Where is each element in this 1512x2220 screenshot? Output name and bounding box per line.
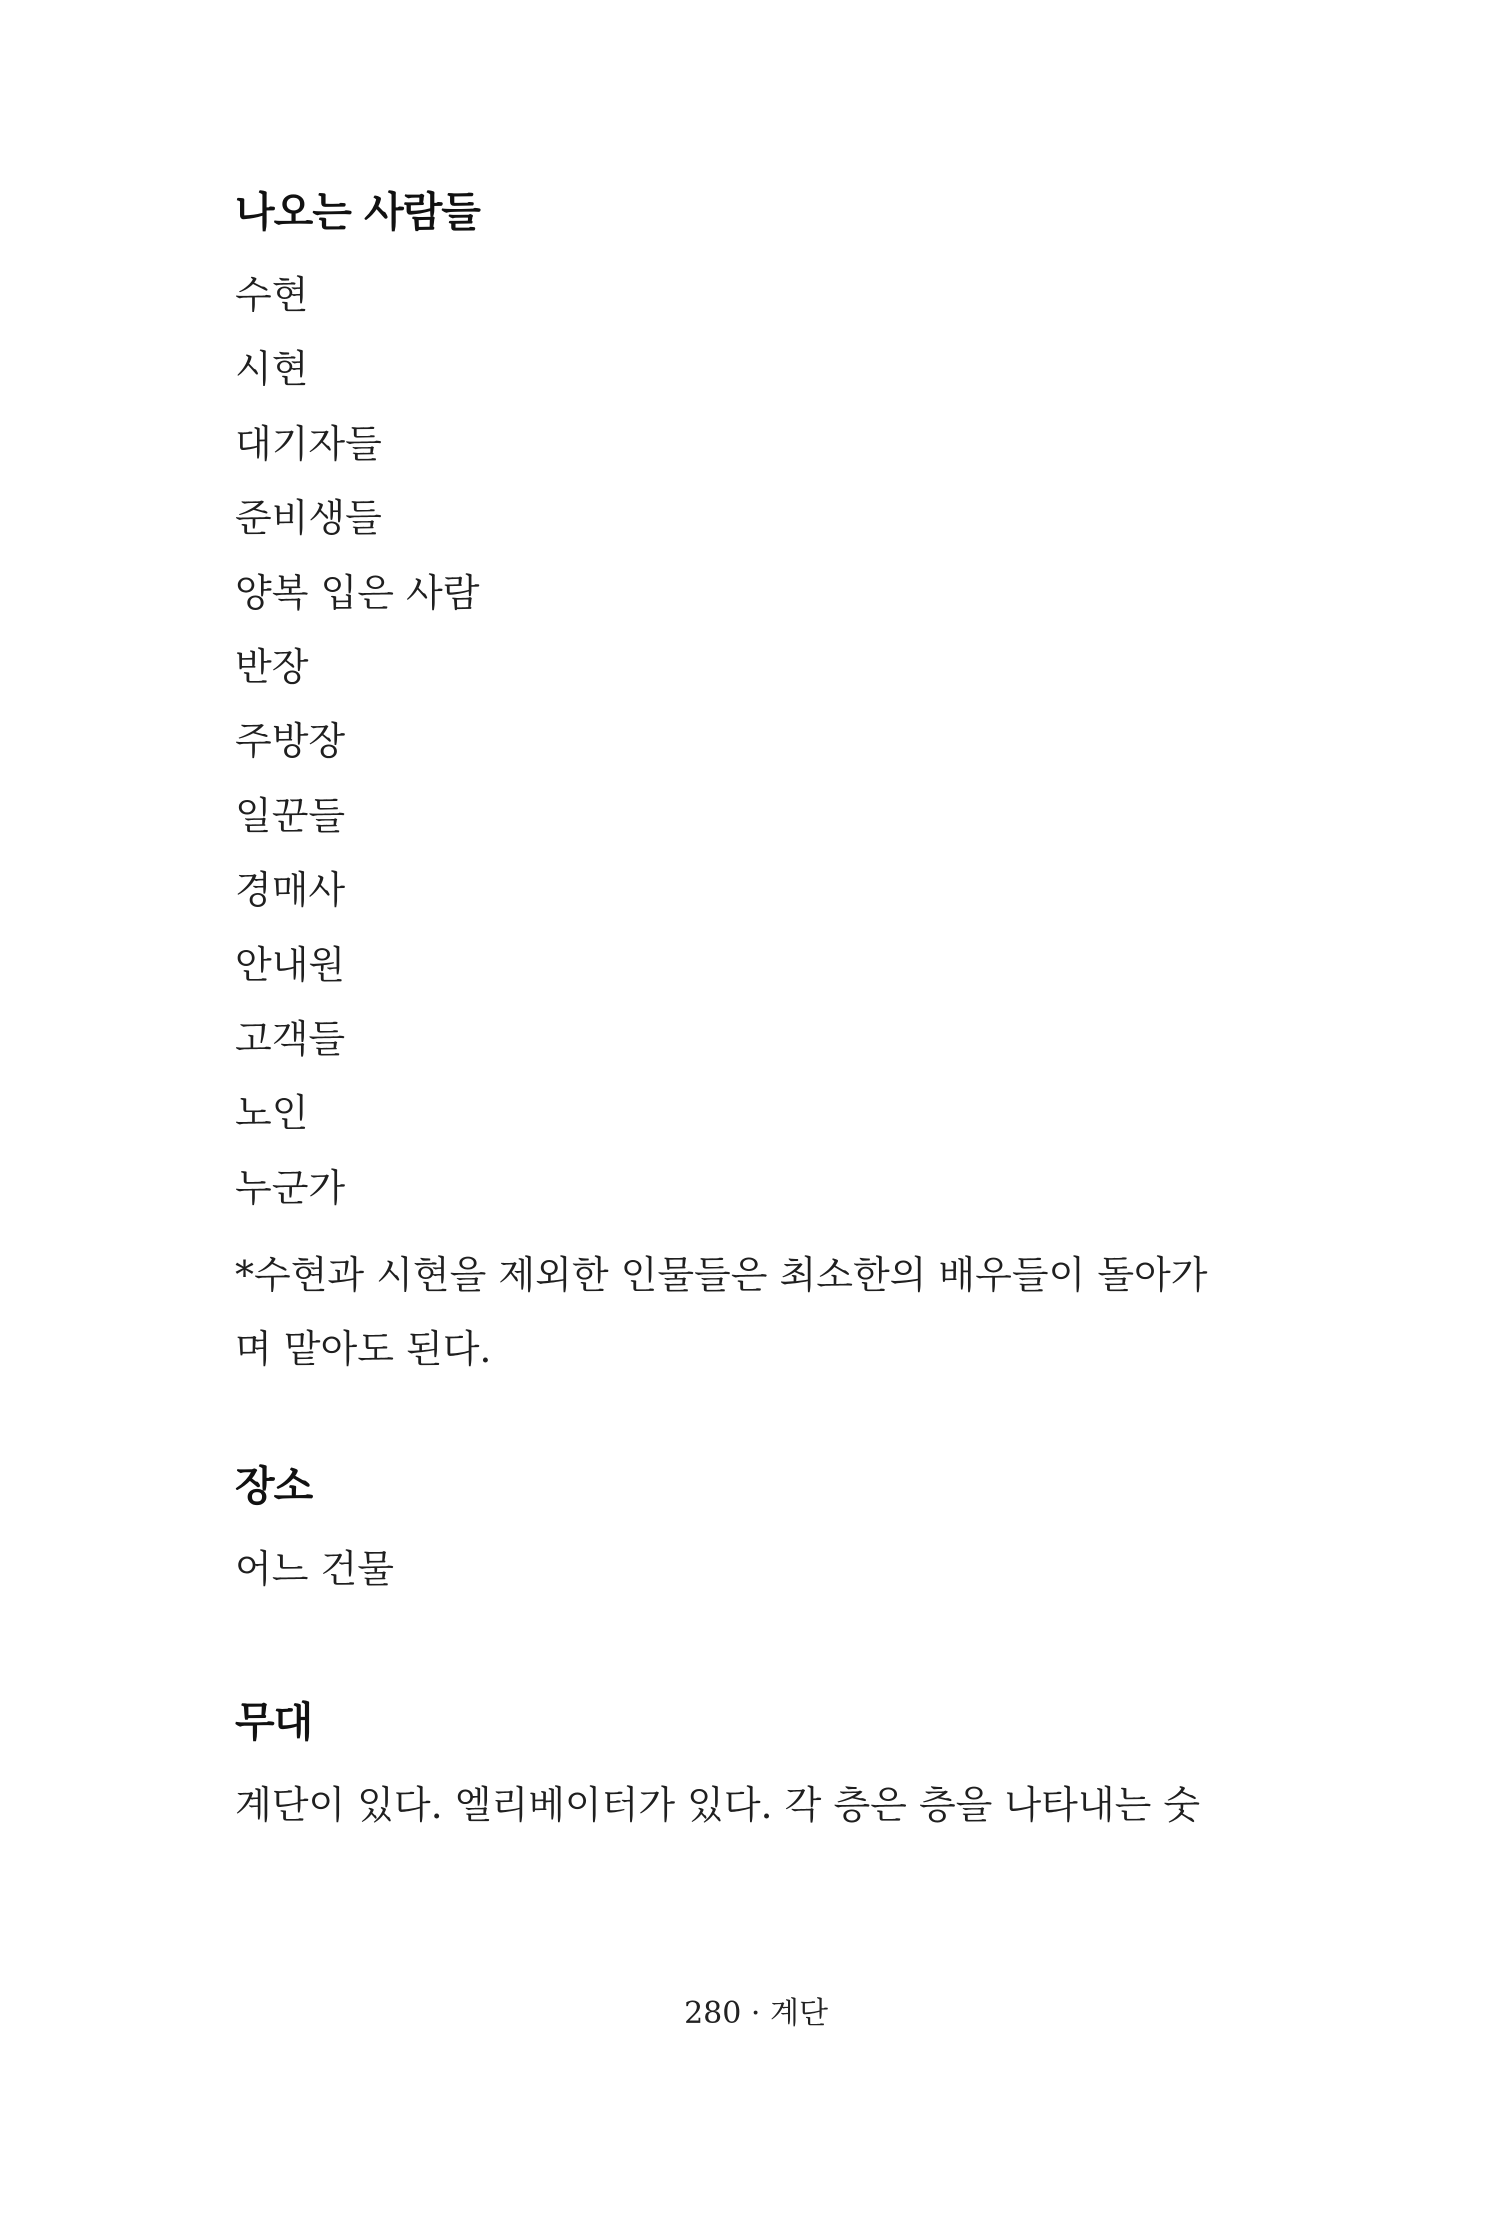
cast-item: 주방장 bbox=[235, 719, 346, 764]
page-footer bbox=[0, 1988, 1512, 2032]
cast-heading: 나오는 사람들 bbox=[235, 188, 480, 236]
cast-item: 준비생들 bbox=[235, 496, 382, 541]
cast-item: 대기자들 bbox=[235, 421, 382, 466]
cast-item: 누군가 bbox=[235, 1165, 346, 1210]
stage-heading: 무대 bbox=[235, 1698, 313, 1746]
footer-separator: · bbox=[750, 1996, 761, 2031]
page-number: 280 bbox=[684, 1996, 742, 2031]
cast-item: 일꾼들 bbox=[235, 793, 346, 838]
stage-text: 계단이 있다. 엘리베이터가 있다. 각 층은 층을 나타내는 숫 bbox=[235, 1783, 1201, 1827]
cast-list bbox=[235, 272, 479, 1239]
place-heading: 장소 bbox=[235, 1462, 313, 1510]
document-page bbox=[235, 0, 1235, 2220]
cast-item: 노인 bbox=[235, 1091, 309, 1136]
place-text: 어느 건물 bbox=[235, 1547, 394, 1591]
running-title: 계단 bbox=[769, 1996, 828, 2031]
cast-item: 시현 bbox=[235, 347, 309, 392]
cast-item: 양복 입은 사람 bbox=[235, 570, 480, 615]
cast-item: 고객들 bbox=[235, 1016, 346, 1061]
cast-item: 수현 bbox=[235, 273, 309, 317]
cast-item: 반장 bbox=[235, 644, 309, 689]
cast-item: 경매사 bbox=[235, 868, 346, 913]
cast-note: *수현과 시현을 제외한 인물들은 최소한의 배우들이 돌아가며 맡아도 된다. bbox=[235, 1253, 1208, 1372]
cast-item: 안내원 bbox=[235, 942, 346, 987]
